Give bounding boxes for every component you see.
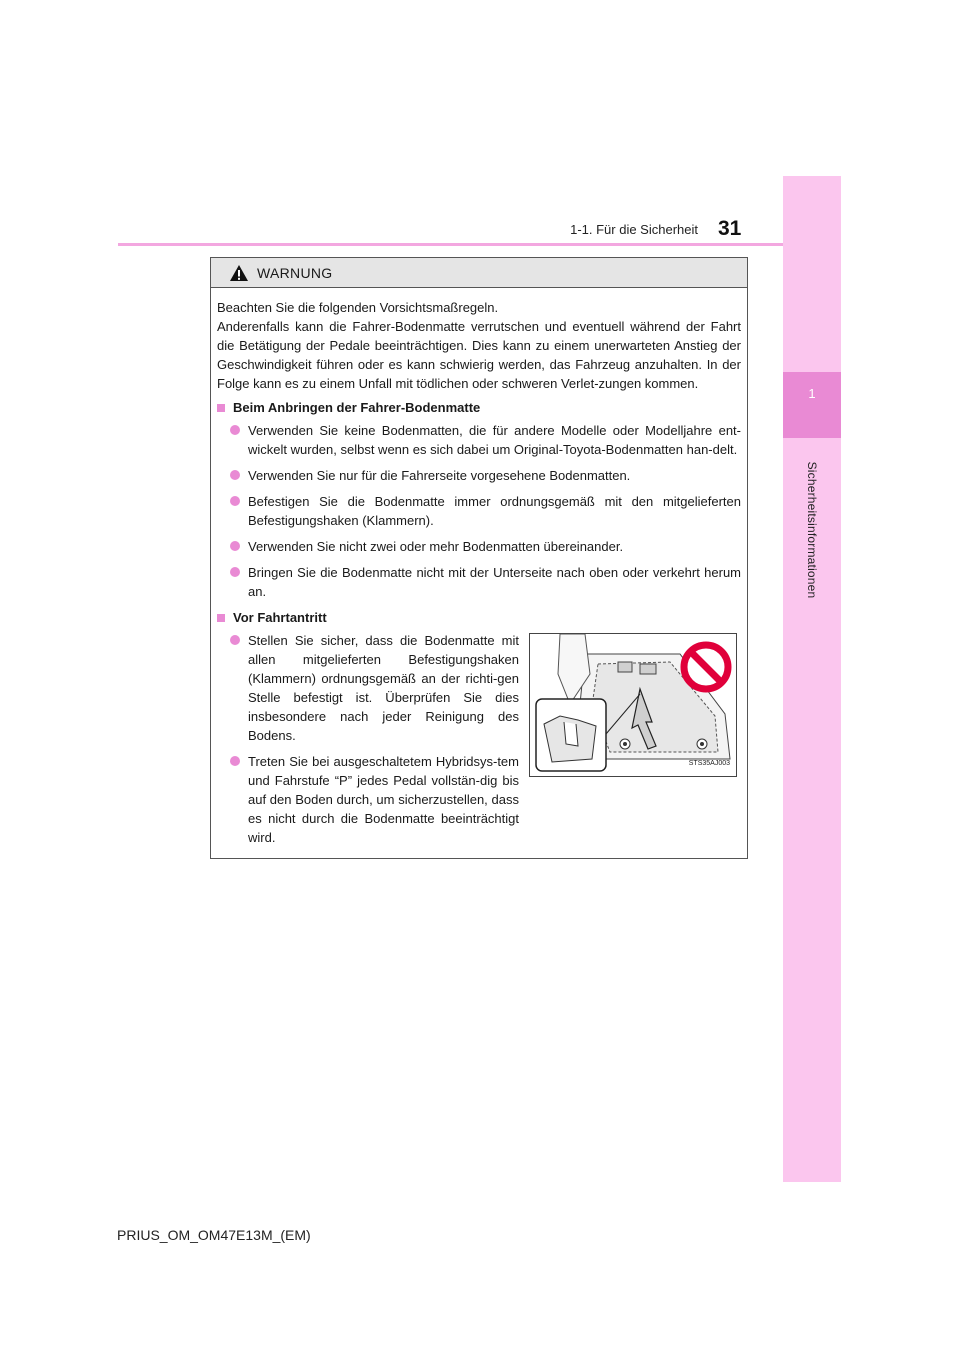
chapter-title: Sicherheitsinformationen [805,461,819,599]
list-item-text: Verwenden Sie keine Bodenmatten, die für andere Modelle oder Modelljahre ent-wickelt wurden, selbst wenn es sich dabei um Original-Toyota-Bodenmatten han-delt. [248,423,741,457]
chapter-side-tab-active [783,372,841,438]
square-bullet-icon [217,404,225,412]
list-item [217,563,741,601]
prohibition-sign-icon [684,645,728,689]
round-bullet-icon [230,470,240,480]
subheading-attaching [217,398,741,417]
round-bullet-icon [230,567,240,577]
warning-intro-line1: Beachten Sie die folgenden Vorsichtsmaßregeln. [217,300,499,315]
list-item [217,537,741,556]
list-item [217,631,519,745]
warning-title: WARNUNG [257,264,333,281]
list-item [217,466,741,485]
warning-intro [217,298,741,393]
round-bullet-icon [230,496,240,506]
chapter-number: 1 [808,386,816,401]
page-number: 31 [718,217,742,240]
warning-triangle-icon [229,264,249,282]
subheading-attaching-label: Beim Anbringen der Fahrer-Bodenmatte [233,400,481,415]
list-item-text: Treten Sie bei ausgeschaltetem Hybridsys-tem und Fahrstufe “P” jedes Pedal vollstän-dig bis auf den Boden durch, um sicherzustellen, dass es nicht durch die Bodenmatte beeinträchtigt wird. [248,754,519,845]
list-item [217,421,741,459]
list-item-text: Bringen Sie die Bodenmatte nicht mit der Unterseite nach oben oder verkehrt herum an. [248,565,741,599]
round-bullet-icon [230,425,240,435]
round-bullet-icon [230,541,240,551]
list-item-text: Verwenden Sie nicht zwei oder mehr Bodenmatten übereinander. [248,539,624,554]
floor-mat-illustration [529,633,737,777]
list-item [217,752,519,847]
warning-body [211,288,747,854]
round-bullet-icon [230,756,240,766]
list-item-text: Stellen Sie sicher, dass die Bodenmatte mit allen mitgelieferten Befestigungshaken (Klammern) ordnungsgemäß an der richti-gen Stelle befestigt ist. Überprüfen Sie dies insbesondere nach jeder Reinigung des Bodens. [248,633,519,743]
header-rule [118,243,783,246]
list-item-text: Befestigen Sie die Bodenmatte immer ordnungsgemäß mit den mitgelieferten Befestigungshaken (Klammern). [248,494,741,528]
list-item-text: Verwenden Sie nur für die Fahrerseite vorgesehene Bodenmatten. [248,468,631,483]
before-driving-list [217,631,519,854]
warning-box [210,257,748,859]
figure-code: STS35AJ003 [688,760,730,767]
section-title: 1-1. Für die Sicherheit [570,222,698,237]
subheading-before-driving [217,608,741,627]
chapter-side-tab [783,176,841,1182]
list-item [217,492,741,530]
before-driving-section [217,631,741,854]
warning-header [211,258,747,288]
subheading-before-driving-label: Vor Fahrtantritt [233,610,327,625]
warning-intro-line2: Anderenfalls kann die Fahrer-Bodenmatte verrutschen und eventuell während der Fahrt die Betätigung der Pedale beeinträchtigen. Dies kann zu einem unerwarteten Anstieg der Geschwindigkeit führen oder es kann schwierig werden, das Fahrzeug anzuhalten. In der Folge kann es zu einem Unfall mit tödlichen oder schweren Verlet-zungen kommen. [217,319,741,391]
square-bullet-icon [217,614,225,622]
document-id: PRIUS_OM_OM47E13M_(EM) [117,1227,311,1243]
round-bullet-icon [230,635,240,645]
